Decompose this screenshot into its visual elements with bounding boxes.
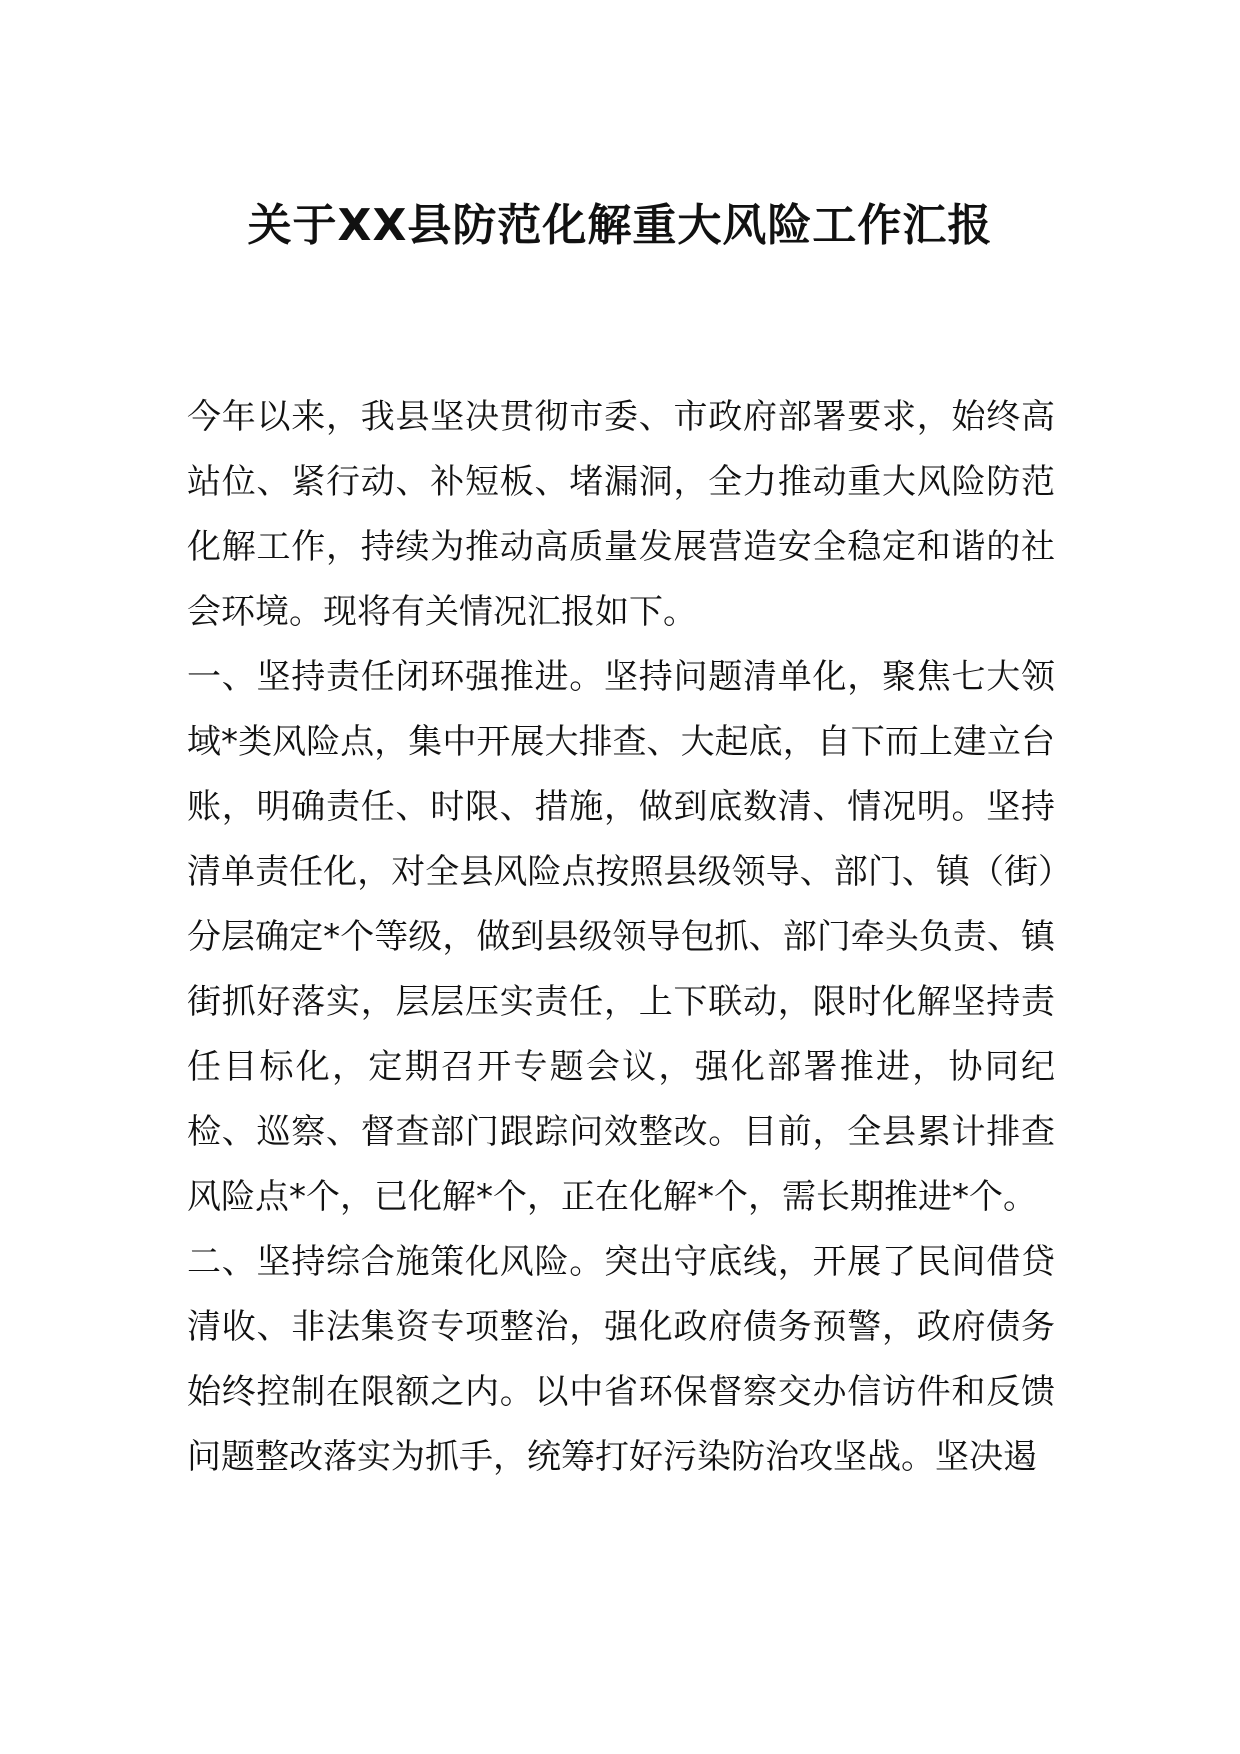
document-body [187,385,1055,1490]
document-title: 关于XX县防范化解重大风险工作汇报 [247,200,993,251]
section-two-paragraph: 二、坚持综合施策化风险。突出守底线，开展了民间借贷清收、非法集资专项整治，强化政府债务预警，政府债务始终控制在限额之内。以中省环保督察交办信访件和反馈问题整改落实为抓手，统筹打好污染防治攻坚战。坚决遏 [187,1242,1055,1477]
section-one-paragraph: 一、坚持责任闭环强推进。坚持问题清单化，聚焦七大领域*类风险点，集中开展大排查、大起底，自下而上建立台账，明确责任、时限、措施，做到底数清、情况明。坚持清单责任化，对全县风险点按照县级领导、部门、镇（街）分层确定*个等级，做到县级领导包抓、部门牵头负责、镇街抓好落实，层层压实责任，上下联动，限时化解坚持责任目标化，定期召开专题会议，强化部署推进，协同纪检、巡察、督查部门跟踪问效整改。目前，全县累计排查风险点*个，已化解*个，正在化解*个，需长期推进*个。 [187,657,1055,1217]
intro-paragraph: 今年以来，我县坚决贯彻市委、市政府部署要求，始终高站位、紧行动、补短板、堵漏洞，全力推动重大风险防范化解工作，持续为推动高质量发展营造安全稳定和谐的社会环境。现将有关情况汇报如下。 [187,397,1055,632]
